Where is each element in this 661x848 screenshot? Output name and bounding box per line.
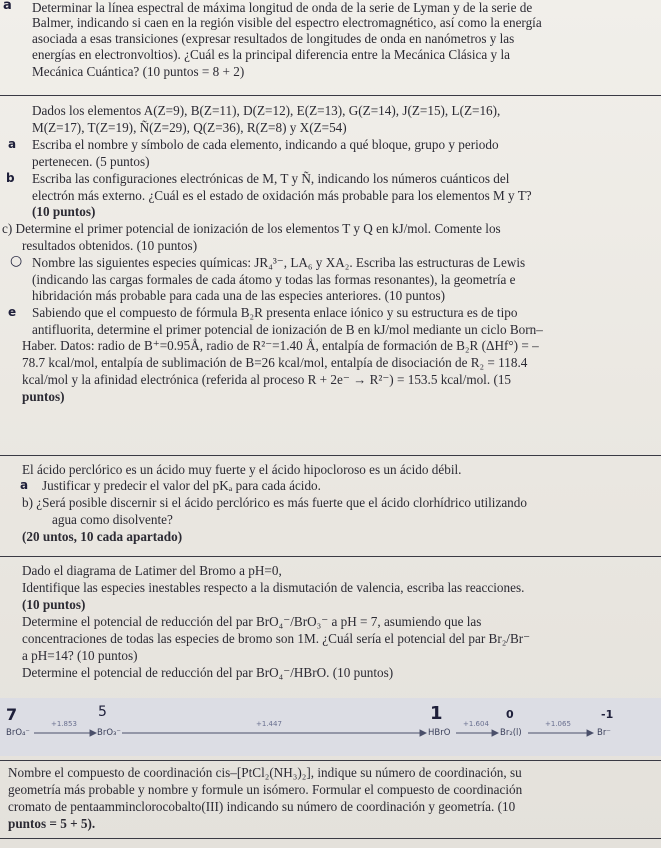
text-line: b) ¿Será posible discernir si el ácido perclórico es más fuerte que el ácido clorhídrico utilizando bbox=[22, 495, 527, 510]
text-line: Balmer, indicando si caen en la región visible del espectro electromagnético, así como la energía bbox=[32, 15, 542, 30]
text-line: Sabiendo que el compuesto de fórmula B₂R presenta enlace iónico y su estructura es de tipo bbox=[32, 305, 518, 320]
margin-mark-a: a bbox=[3, 0, 12, 13]
text-line: puntos) bbox=[22, 389, 65, 404]
oxidation-state-annotation: 0 bbox=[506, 708, 514, 721]
text-line: Dados los elementos A(Z=9), B(Z=11), D(Z=12), E(Z=13), G(Z=14), J(Z=15), L(Z=16), bbox=[32, 103, 501, 118]
text-line: Justificar y predecir el valor del pKₐ para cada ácido. bbox=[42, 478, 321, 493]
text-line: antifluorita, determine el primer potencial de ionización de B en kJ/mol mediante un ciclo Born– bbox=[32, 322, 543, 337]
text-line: agua como disolvente? bbox=[52, 512, 173, 527]
oxidation-state-annotation: -1 bbox=[601, 708, 614, 721]
text-line: resultados obtenidos. (10 puntos) bbox=[22, 238, 198, 253]
text-line: Determine el potencial de reducción del par BrO₄⁻/BrO₃⁻ a pH = 7, asumiendo que las bbox=[22, 614, 482, 629]
latimer-species: Br⁻ bbox=[597, 728, 611, 738]
text-line: M(Z=17), T(Z=19), Ñ(Z=29), Q(Z=36), R(Z=8) y X(Z=54) bbox=[32, 120, 347, 135]
section-divider bbox=[0, 760, 661, 761]
text-line: hibridación más probable para cada una de las especies anteriores. (10 puntos) bbox=[32, 288, 446, 303]
text-line: energías en electronvoltios). ¿Cuál es la principal diferencia entre la Mecánica Clásica y la bbox=[32, 47, 510, 62]
oxidation-state-annotation: 5 bbox=[98, 704, 107, 720]
latimer-species: Br₂(l) bbox=[500, 728, 522, 738]
text-line: (10 puntos) bbox=[22, 597, 86, 612]
margin-mark-circle: ○ bbox=[10, 253, 23, 269]
margin-mark-a: a bbox=[8, 137, 17, 151]
text-line: geometría más probable y nombre y formule un isómero. Formular el compuesto de coordinación bbox=[8, 782, 523, 797]
text-line: El ácido perclórico es un ácido muy fuerte y el ácido hipocloroso es un ácido débil. bbox=[22, 462, 462, 477]
text-line: 78.7 kcal/mol, entalpía de sublimación de B=26 kcal/mol, entalpía de disociación de R₂ = 118.4 bbox=[22, 355, 528, 370]
text-line: Nombre el compuesto de coordinación cis–[PtCl₂(NH₃)₂], indique su número de coordinación, su bbox=[8, 765, 522, 780]
text-line: Determinar la línea espectral de máxima longitud de onda de la serie de Lyman y de la serie de bbox=[32, 0, 533, 15]
oxidation-state-annotation: 1 bbox=[430, 703, 443, 724]
section-divider bbox=[0, 95, 661, 96]
text-line: (20 untos, 10 cada apartado) bbox=[22, 529, 183, 544]
latimer-species: BrO₃⁻ bbox=[97, 728, 121, 738]
text-line: kcal/mol y la afinidad electrónica (referida al proceso R + 2e⁻ → R²⁻) = 153.5 kcal/mol. (15 bbox=[22, 372, 512, 387]
margin-mark-b: b bbox=[6, 171, 15, 185]
text-line: asociada a esas transiciones (expresar resultados de longitudes de onda en nanómetros y las bbox=[32, 31, 515, 46]
text-line: cromato de pentaamminclorocobalto(III) indicando su número de coordinación y geometría. (10 bbox=[8, 799, 516, 814]
section-divider bbox=[0, 455, 661, 456]
text-line: Escriba el nombre y símbolo de cada elemento, indicando a qué bloque, grupo y periodo bbox=[32, 137, 499, 152]
section-divider bbox=[0, 556, 661, 557]
section-divider bbox=[0, 838, 661, 839]
oxidation-state-annotation: 7 bbox=[6, 705, 18, 724]
text-line: Haber. Datos: radio de B⁺=0.95Å, radio de R²⁻=1.40 Å, entalpía de formación de B₂R (ΔHf°) = – bbox=[22, 338, 539, 353]
text-line: a pH=14? (10 puntos) bbox=[22, 648, 138, 663]
text-line: c) Determine el primer potencial de ionización de los elementos T y Q en kJ/mol. Comente los bbox=[2, 221, 501, 236]
latimer-potential: +1.853 bbox=[51, 720, 77, 728]
text-line: Mecánica Cuántica? (10 puntos = 8 + 2) bbox=[32, 64, 245, 79]
latimer-species: HBrO bbox=[428, 728, 451, 738]
latimer-potential: +1.604 bbox=[463, 720, 489, 728]
text-line: (indicando las cargas formales de cada átomo y todas las formas resonantes), la geometría e bbox=[32, 272, 516, 287]
text-line: Escriba las configuraciones electrónicas de M, T y Ñ, indicando los números cuánticos del bbox=[32, 171, 510, 186]
text-line: (10 puntos) bbox=[32, 204, 96, 219]
latimer-diagram bbox=[0, 698, 661, 756]
text-line: pertenecen. (5 puntos) bbox=[32, 154, 150, 169]
latimer-potential: +1.065 bbox=[545, 720, 571, 728]
text-line: concentraciones de todas las especies de bromo son 1M. ¿Cuál sería el potencial del par Br₂/Br⁻ bbox=[22, 631, 531, 646]
latimer-potential: +1.447 bbox=[256, 720, 282, 728]
text-line: puntos = 5 + 5). bbox=[8, 816, 96, 831]
text-line: Dado el diagrama de Latimer del Bromo a pH=0, bbox=[22, 563, 282, 578]
margin-mark-e: e bbox=[8, 305, 17, 319]
text-line: Identifique las especies inestables respecto a la dismutación de valencia, escriba las reacciones. bbox=[22, 580, 525, 595]
text-line: Determine el potencial de reducción del par BrO₄⁻/HBrO. (10 puntos) bbox=[22, 665, 394, 680]
latimer-species: BrO₄⁻ bbox=[6, 728, 30, 738]
text-line: Nombre las siguientes especies químicas: JR₄³⁻, LA₆ y XA₂. Escriba las estructuras de Lewis bbox=[32, 255, 526, 270]
text-line: electrón más externo. ¿Cuál es el estado de oxidación más probable para los elementos M y T? bbox=[32, 188, 532, 203]
margin-mark-a: a bbox=[20, 478, 29, 492]
